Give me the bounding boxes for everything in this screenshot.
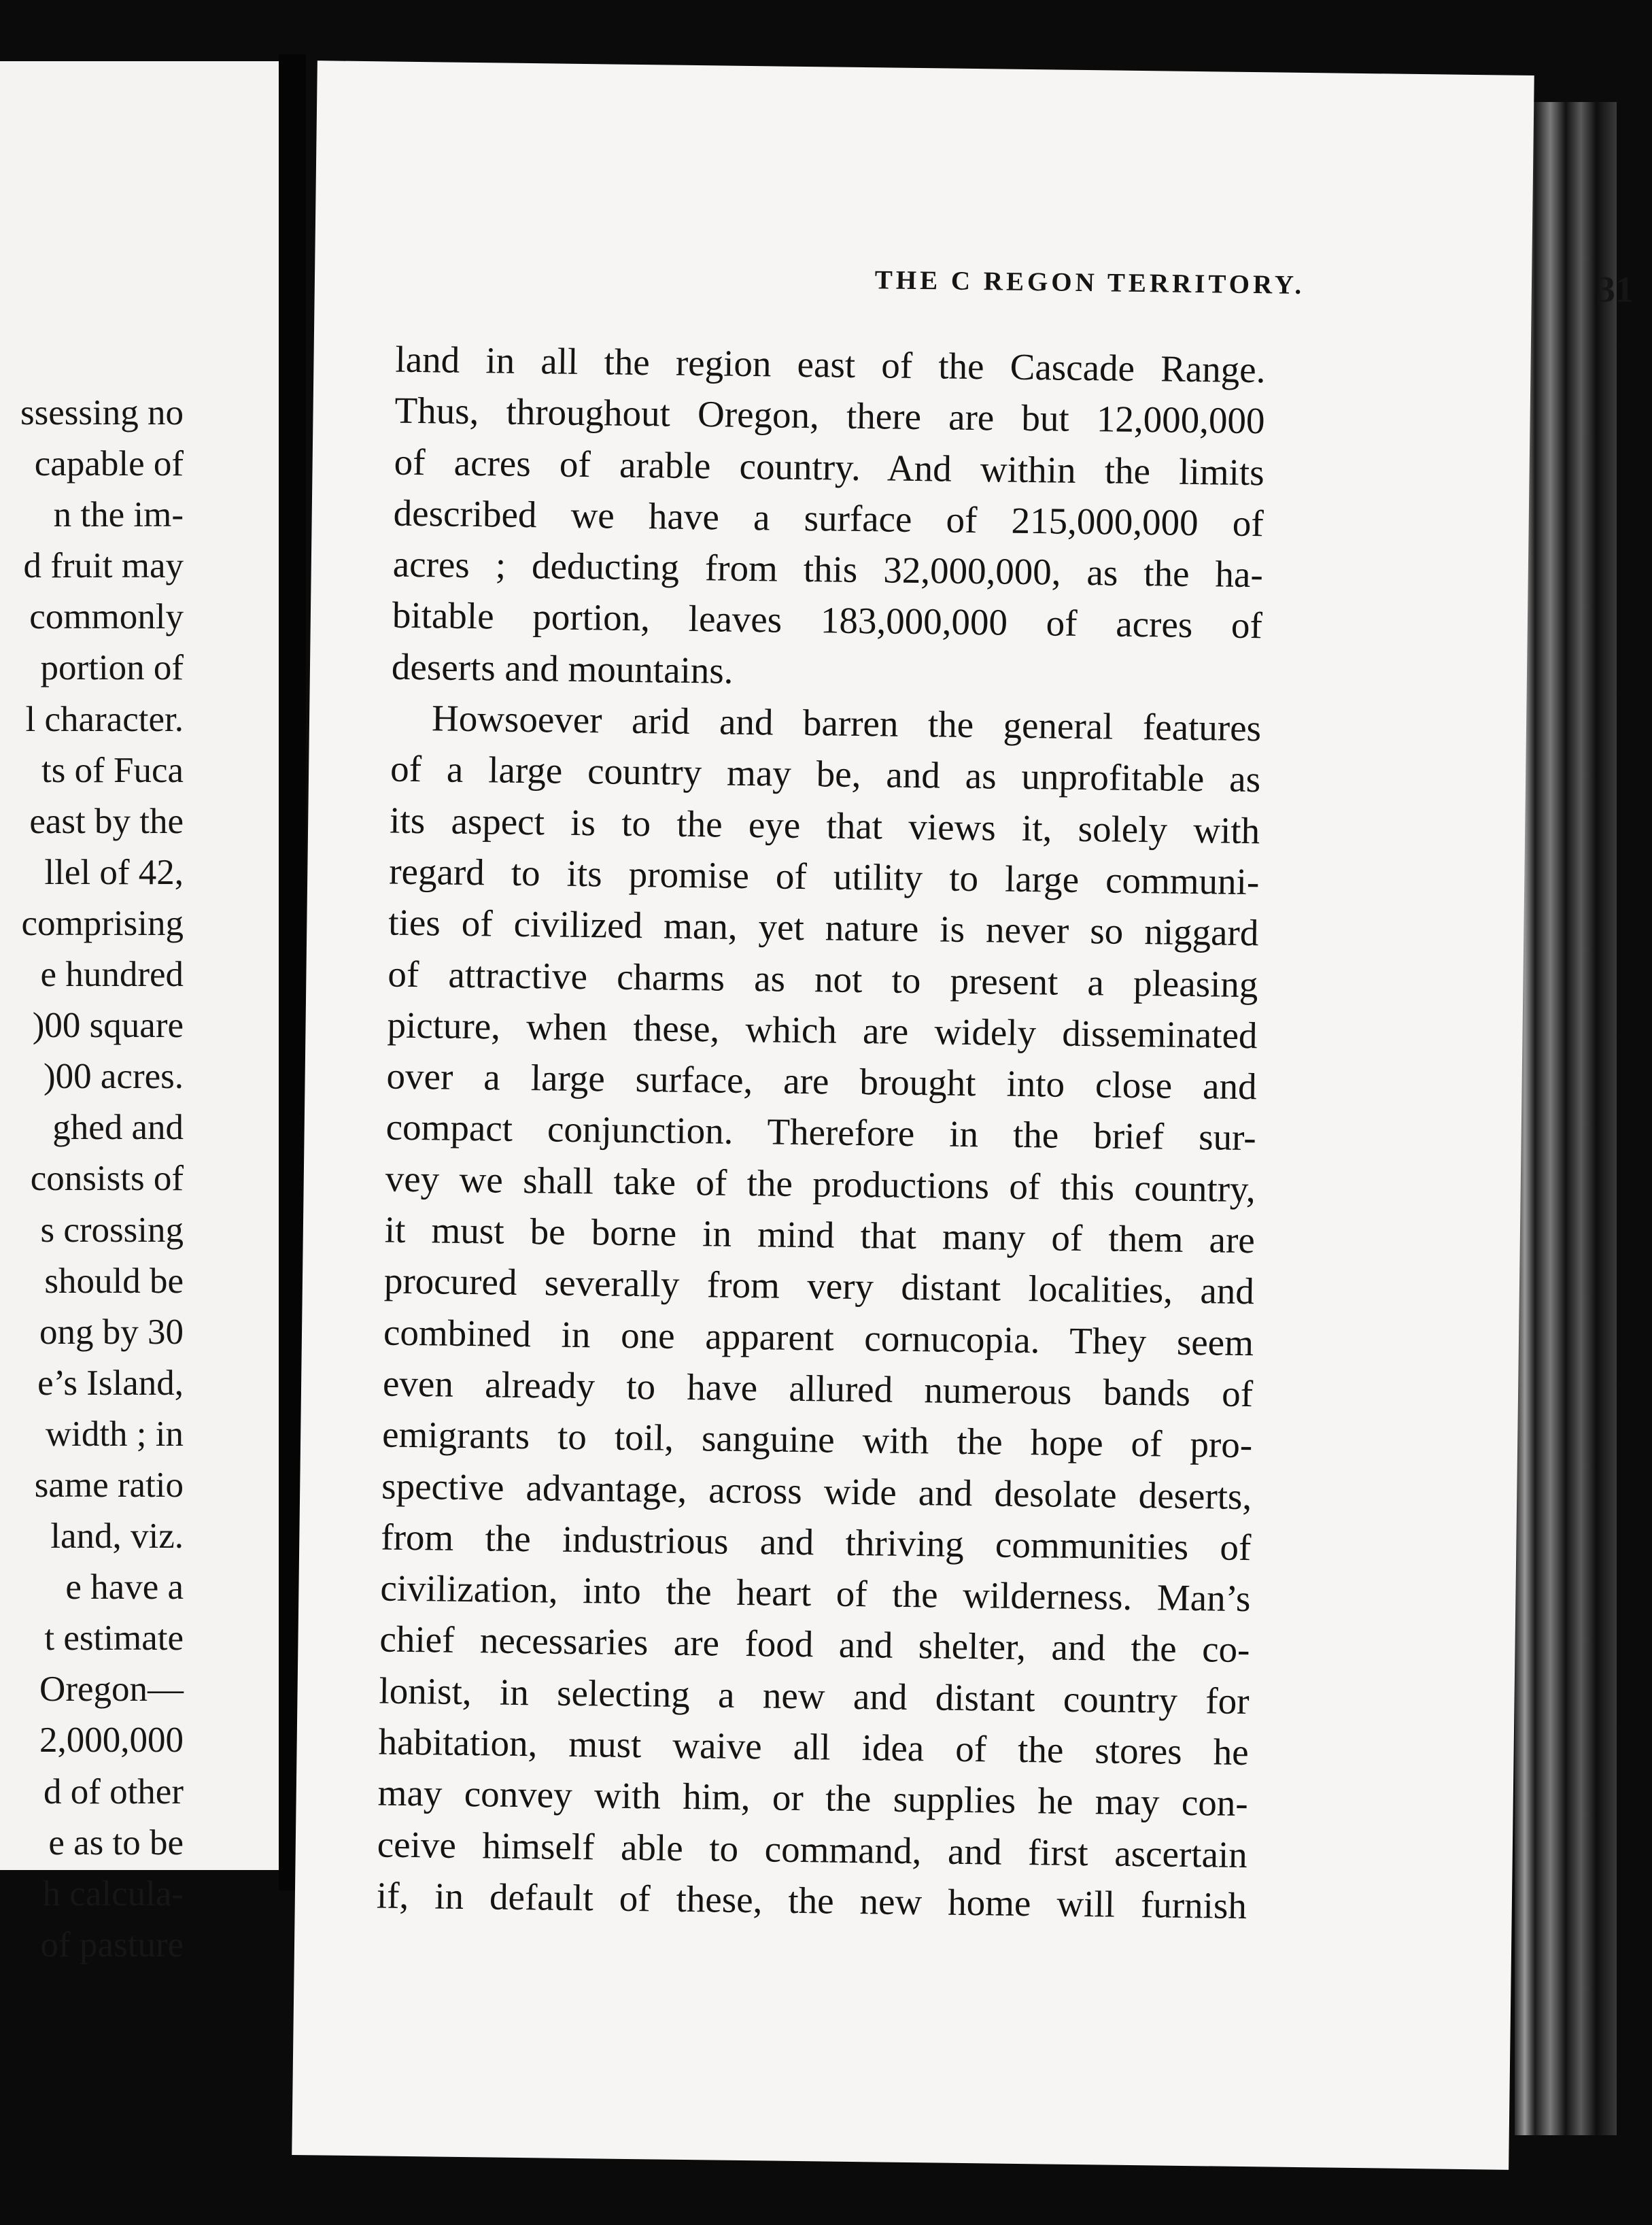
text-line: chief necessaries are food and shelter, and the co- [379, 1618, 1250, 1671]
text-line: civilization, into the heart of the wilderness. Man’s [380, 1567, 1251, 1620]
text-line: deserts and mountains. [391, 645, 734, 692]
text-line: of a large country may be, and as unprofitable as [390, 747, 1261, 800]
left-page-line: same ratio [34, 1465, 184, 1505]
left-page-line: e as to be [48, 1822, 184, 1863]
running-head-title: THE C REGON TERRITORY. [874, 265, 1305, 300]
left-page-line: ts of Fuca [41, 750, 184, 790]
text-line: even already to have allured numerous bands of [382, 1362, 1254, 1415]
text-line: its aspect is to the eye that views it, solely with [389, 799, 1260, 851]
text-line: over a large surface, are brought into close and [386, 1055, 1257, 1108]
text-line: of attractive charms as not to present a pleasing [388, 953, 1258, 1005]
left-page-line: llel of 42, [44, 852, 184, 892]
text-line: combined in one apparent cornucopia. They seem [383, 1311, 1254, 1363]
left-page-line: should be [44, 1261, 184, 1301]
left-page-line: n the im- [53, 495, 184, 535]
left-page-text [0, 388, 184, 1971]
text-line: Howsoever arid and barren the general features [431, 697, 1262, 749]
left-page-line: e have a [65, 1567, 184, 1608]
left-page-line: h calcula- [42, 1873, 184, 1914]
left-page-line: l character. [25, 699, 184, 739]
left-page-line: comprising [21, 903, 184, 943]
body-text [376, 334, 1265, 1932]
text-line: procured severally from very distant localities, and [383, 1259, 1255, 1312]
left-page-line: ghed and [52, 1108, 184, 1148]
text-line: compact conjunction. Therefore in the brief sur- [385, 1106, 1257, 1159]
text-line: from the industrious and thriving communities of [380, 1516, 1252, 1568]
text-line: described we have a surface of 215,000,000 of [393, 492, 1264, 545]
left-page-line: s crossing [40, 1210, 184, 1250]
text-line: acres ; deducting from this 32,000,000, as the ha- [392, 543, 1264, 596]
text-line: spective advantage, across wide and desolate deserts, [381, 1465, 1252, 1517]
left-page-line: land, viz. [50, 1516, 184, 1557]
left-page-line: width ; in [45, 1414, 184, 1454]
text-line: vey we shall take of the productions of this country, [385, 1157, 1256, 1210]
text-line: it must be borne in mind that many of them are [384, 1208, 1256, 1261]
left-page-line: )00 square [32, 1006, 184, 1046]
left-page-line: capable of [34, 444, 184, 484]
left-page-line: ong by 30 [39, 1312, 184, 1352]
text-line: if, in default of these, the new home will furnish [376, 1874, 1247, 1926]
left-page-line: 2,000,000 [39, 1720, 184, 1761]
left-page-line: east by the [29, 801, 184, 841]
left-page-line: t estimate [44, 1618, 184, 1659]
left-page-line: e’s Island, [37, 1363, 184, 1403]
text-line: of acres of arable country. And within the limits [394, 441, 1264, 493]
text-line: ties of civilized man, yet nature is never so niggard [388, 901, 1259, 954]
paragraph-1 [392, 334, 1266, 703]
text-line: Thus, throughout Oregon, there are but 12,000,000 [394, 389, 1265, 442]
left-page-line: )00 acres. [44, 1057, 184, 1097]
text-line: bitable portion, leaves 183,000,000 of acres of [392, 594, 1263, 647]
running-head [614, 262, 1634, 310]
text-line: may convey with him, or the supplies he may con- [377, 1771, 1249, 1824]
left-page-line: commonly [29, 597, 184, 637]
left-page-line: portion of [40, 648, 184, 688]
left-page-line: d of other [43, 1771, 184, 1812]
left-page-line: of pasture [40, 1924, 184, 1965]
left-page-line: d fruit may [23, 546, 184, 586]
text-line: land in all the region east of the Cascade Range. [395, 338, 1266, 391]
left-page-line: e hundred [40, 955, 184, 995]
text-line: habitation, must waive all idea of the stores he [378, 1720, 1249, 1773]
text-line: lonist, in selecting a new and distant country for [379, 1669, 1250, 1722]
paragraph-2 [376, 692, 1261, 1932]
page-number: 31 [1596, 269, 1634, 310]
left-page-line: Oregon— [39, 1669, 184, 1710]
left-page [0, 61, 279, 1965]
text-line: picture, when these, which are widely disseminated [387, 1004, 1258, 1057]
text-line: regard to its promise of utility to large communi- [388, 850, 1260, 903]
text-line: emigrants to toil, sanguine with the hope of pro- [381, 1413, 1253, 1466]
left-page-line: ssessing no [20, 393, 184, 432]
right-page [292, 61, 1634, 2170]
left-page-line: consists of [30, 1159, 184, 1199]
text-line: ceive himself able to command, and first ascertain [377, 1823, 1248, 1875]
